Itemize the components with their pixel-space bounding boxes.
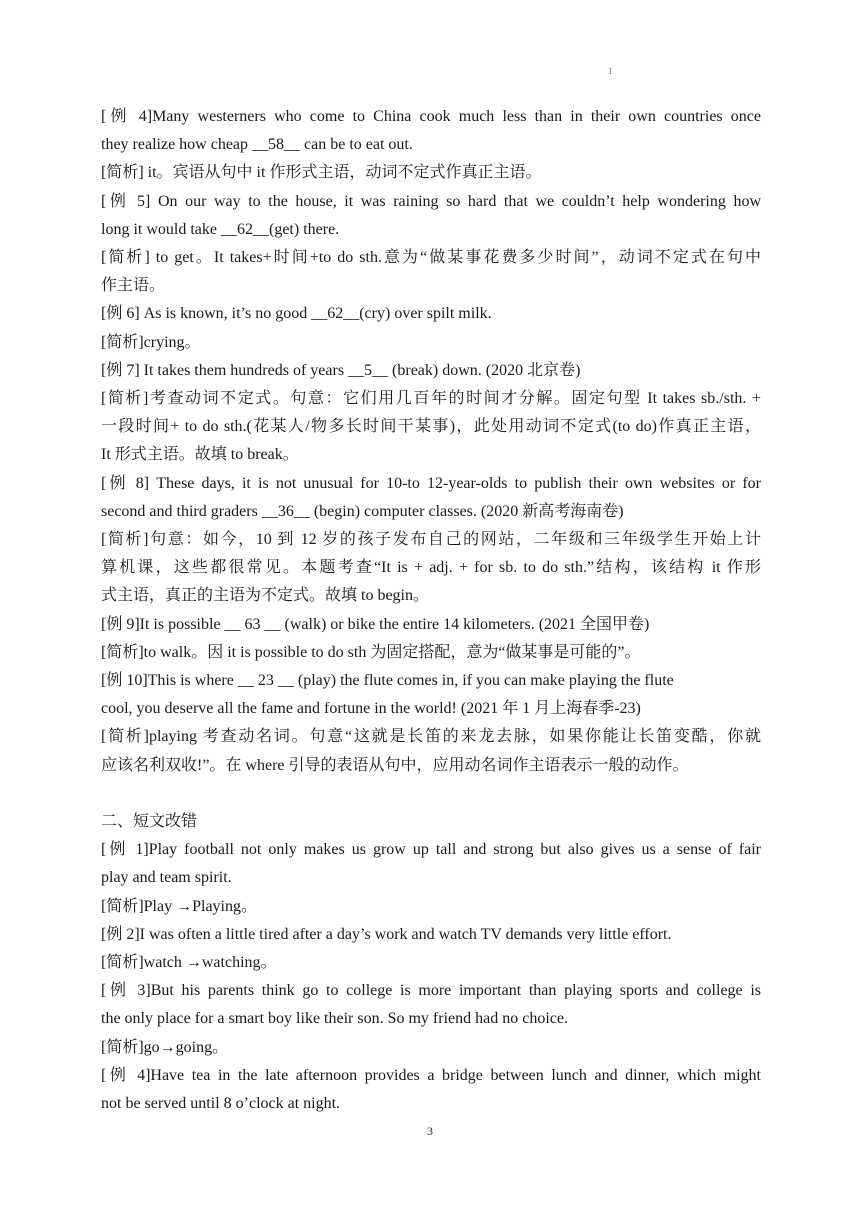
text-line: second and third graders __36__ (begin) computer classes. (2020 新高考海南卷) bbox=[101, 502, 624, 520]
text-line: [例 3]But his parents think go to college is more important than playing sports and college is bbox=[101, 982, 761, 1000]
text-line: [简析]go→going。 bbox=[101, 1038, 229, 1056]
text-line: [简析]句意：如今，10 到 12 岁的孩子发布自己的网站，二年级和三年级学生开始上计 bbox=[101, 531, 761, 549]
text-line: [例 4]Have tea in the late afternoon provides a bridge between lunch and dinner, which might bbox=[101, 1066, 761, 1084]
text-line: cool, you deserve all the fame and fortune in the world! (2021 年 1 月上海春季-23) bbox=[101, 700, 641, 718]
text-line: [例 4]Many westerners who come to China cook much less than in their own countries once bbox=[101, 108, 761, 125]
text-line: [例 6] As is known, it’s no good __62__(cry) over spilt milk. bbox=[101, 305, 492, 323]
text-line: 作主语。 bbox=[101, 277, 166, 295]
text-line: [例 1]Play football not only makes us grow up tall and strong but also gives us a sense of fair bbox=[101, 841, 761, 859]
text-line: 二、短文改错 bbox=[101, 813, 198, 831]
text-line: [简析] it。宾语从句中 it 作形式主语，动词不定式作真正主语。 bbox=[101, 164, 542, 182]
text-line: [简析]playing 考查动名词。句意“这就是长笛的来龙去脉，如果你能让长笛变酷，你就 bbox=[101, 728, 761, 746]
text-line: 式主语，真正的主语为不定式。故填 to begin。 bbox=[101, 587, 429, 605]
text-line: [例 9]It is possible __ 63 __ (walk) or bike the entire 14 kilometers. (2021 全国甲卷) bbox=[101, 615, 650, 633]
header-mark: 1 bbox=[608, 66, 613, 76]
text-line: [简析] to get。It takes+时间+to do sth.意为“做某事花费多少时间”，动词不定式在句中 bbox=[101, 249, 761, 267]
text-line: the only place for a smart boy like their son. So my friend had no choice. bbox=[101, 1010, 568, 1028]
page-number: 3 bbox=[427, 1124, 433, 1138]
text-line: [例 7] It takes them hundreds of years __5__ (break) down. (2020 北京卷) bbox=[101, 361, 581, 379]
text-line: [简析]to walk。因 it is possible to do sth 为固定搭配，意为“做某事是可能的”。 bbox=[101, 643, 641, 661]
text-line: [简析]考查动词不定式。句意：它们用几百年的时间才分解。固定句型 It takes sb./sth. + bbox=[101, 390, 761, 408]
text-line: they realize how cheap __58__ can be to eat out. bbox=[101, 136, 413, 154]
text-line: [例 10]This is where __ 23 __ (play) the flute comes in, if you can make playing the flute bbox=[101, 672, 674, 690]
text-line: long it would take __62__(get) there. bbox=[101, 220, 340, 238]
text-line: [简析]watch →watching。 bbox=[101, 954, 277, 972]
text-line: not be served until 8 o’clock at night. bbox=[101, 1095, 341, 1113]
text-line: [例 8] These days, it is not unusual for 10-to 12-year-olds to publish their own websites or for bbox=[101, 474, 761, 492]
text-line: play and team spirit. bbox=[101, 869, 232, 887]
blank-line bbox=[101, 780, 761, 808]
text-line: [例 2]I was often a little tired after a day’s work and watch TV demands very little effort. bbox=[101, 925, 672, 943]
text-line: 一段时间+ to do sth.(花某人/物多长时间干某事)，此处用动词不定式(to do)作真正主语， bbox=[101, 418, 761, 436]
text-line: [简析]Play →Playing。 bbox=[101, 897, 257, 915]
text-line: 应该名利双收!”。在 where 引导的表语从句中，应用动名词作主语表示一般的动作。 bbox=[101, 756, 689, 774]
text-line: [例 5] On our way to the house, it was raining so hard that we couldn’t help wondering how bbox=[101, 192, 761, 210]
text-line: 算机课，这些都很常见。本题考查“It is + adj. + for sb. to do sth.”结构，该结构 it 作形 bbox=[101, 559, 761, 577]
text-line: [简析]crying。 bbox=[101, 333, 201, 351]
text-line: It 形式主语。故填 to break。 bbox=[101, 446, 299, 464]
document-body bbox=[101, 103, 761, 1118]
